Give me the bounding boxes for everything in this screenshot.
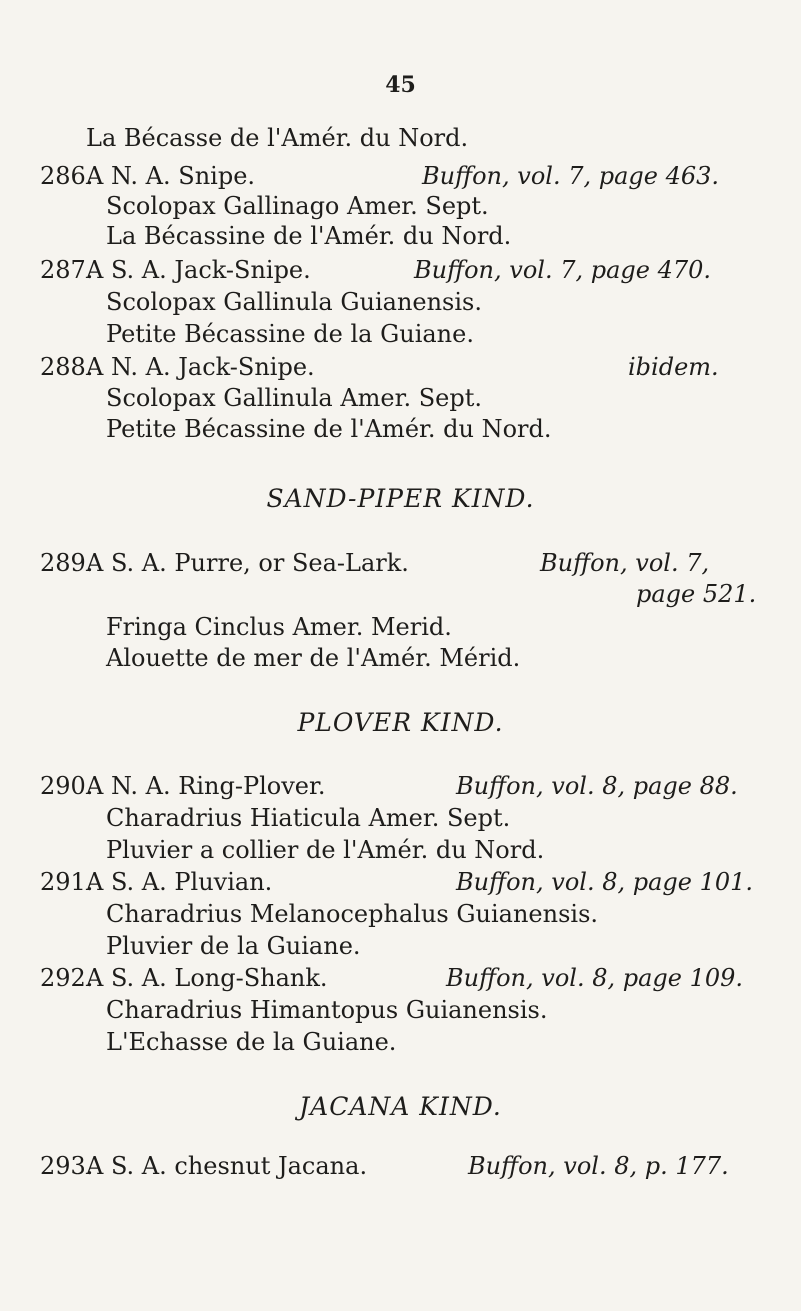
entry-293-english-name: A S. A. chesnut Jacana. xyxy=(86,1152,368,1180)
entry-number-287: 287. xyxy=(40,256,94,284)
entry-287-english-name: A S. A. Jack-Snipe. xyxy=(86,256,311,284)
entry-290-french-name: Pluvier a collier de l'Amér. du Nord. xyxy=(106,836,545,864)
entry-292-french-name: L'Echasse de la Guiane. xyxy=(106,1028,397,1056)
entry-291-english-name: A S. A. Pluvian. xyxy=(86,868,273,896)
entry-291-latin-name: Charadrius Melanocephalus Guianensis. xyxy=(106,900,599,928)
entry-292-latin-name: Charadrius Himantopus Guianensis. xyxy=(106,996,548,1024)
entry-288-latin-name: Scolopax Gallinula Amer. Sept. xyxy=(106,384,482,412)
entry-292-reference: Buffon, vol. 8, page 109. xyxy=(446,964,744,992)
entry-number-291: 291. xyxy=(40,868,94,896)
entry-285-french-name: La Bécasse de l'Amér. du Nord. xyxy=(86,124,469,152)
entry-288-french-name: Petite Bécassine de l'Amér. du Nord. xyxy=(106,415,552,443)
entry-291-french-name: Pluvier de la Guiane. xyxy=(106,932,361,960)
entry-288-reference: ibidem. xyxy=(628,353,719,381)
entry-287-reference: Buffon, vol. 7, page 470. xyxy=(414,256,712,284)
entry-291-reference: Buffon, vol. 8, page 101. xyxy=(456,868,754,896)
entry-289-reference: Buffon, vol. 7, xyxy=(540,549,710,577)
entry-290-reference: Buffon, vol. 8, page 88. xyxy=(456,772,738,800)
entry-286-latin-name: Scolopax Gallinago Amer. Sept. xyxy=(106,192,489,220)
entry-286-reference: Buffon, vol. 7, page 463. xyxy=(422,162,720,190)
entry-287-french-name: Petite Bécassine de la Guiane. xyxy=(106,320,474,348)
entry-293-reference: Buffon, vol. 8, p. 177. xyxy=(468,1152,729,1180)
entry-286-english-name: A N. A. Snipe. xyxy=(86,162,256,190)
entry-290-latin-name: Charadrius Hiaticula Amer. Sept. xyxy=(106,804,511,832)
entry-number-290: 290. xyxy=(40,772,94,800)
entry-number-288: 288. xyxy=(40,353,94,381)
section-heading-plover: PLOVER KIND. xyxy=(297,708,504,737)
entry-number-289: 289. xyxy=(40,549,94,577)
entry-288-english-name: A N. A. Jack-Snipe. xyxy=(86,353,315,381)
section-heading-jacana: JACANA KIND. xyxy=(299,1092,502,1121)
entry-289-latin-name: Fringa Cinclus Amer. Merid. xyxy=(106,613,452,641)
entry-number-292: 292. xyxy=(40,964,94,992)
entry-number-286: 286. xyxy=(40,162,94,190)
entry-287-latin-name: Scolopax Gallinula Guianensis. xyxy=(106,288,482,316)
entry-286-french-name: La Bécassine de l'Amér. du Nord. xyxy=(106,222,512,250)
page-number: 45 xyxy=(385,72,416,98)
entry-289-french-name: Alouette de mer de l'Amér. Mérid. xyxy=(106,644,521,672)
entry-292-english-name: A S. A. Long-Shank. xyxy=(86,964,328,992)
section-heading-sand-piper: SAND-PIPER KIND. xyxy=(266,484,535,513)
entry-289-english-name: A S. A. Purre, or Sea-Lark. xyxy=(86,549,409,577)
entry-number-293: 293. xyxy=(40,1152,94,1180)
entry-290-english-name: A N. A. Ring-Plover. xyxy=(86,772,326,800)
entry-289-reference-page: page 521. xyxy=(636,580,757,608)
